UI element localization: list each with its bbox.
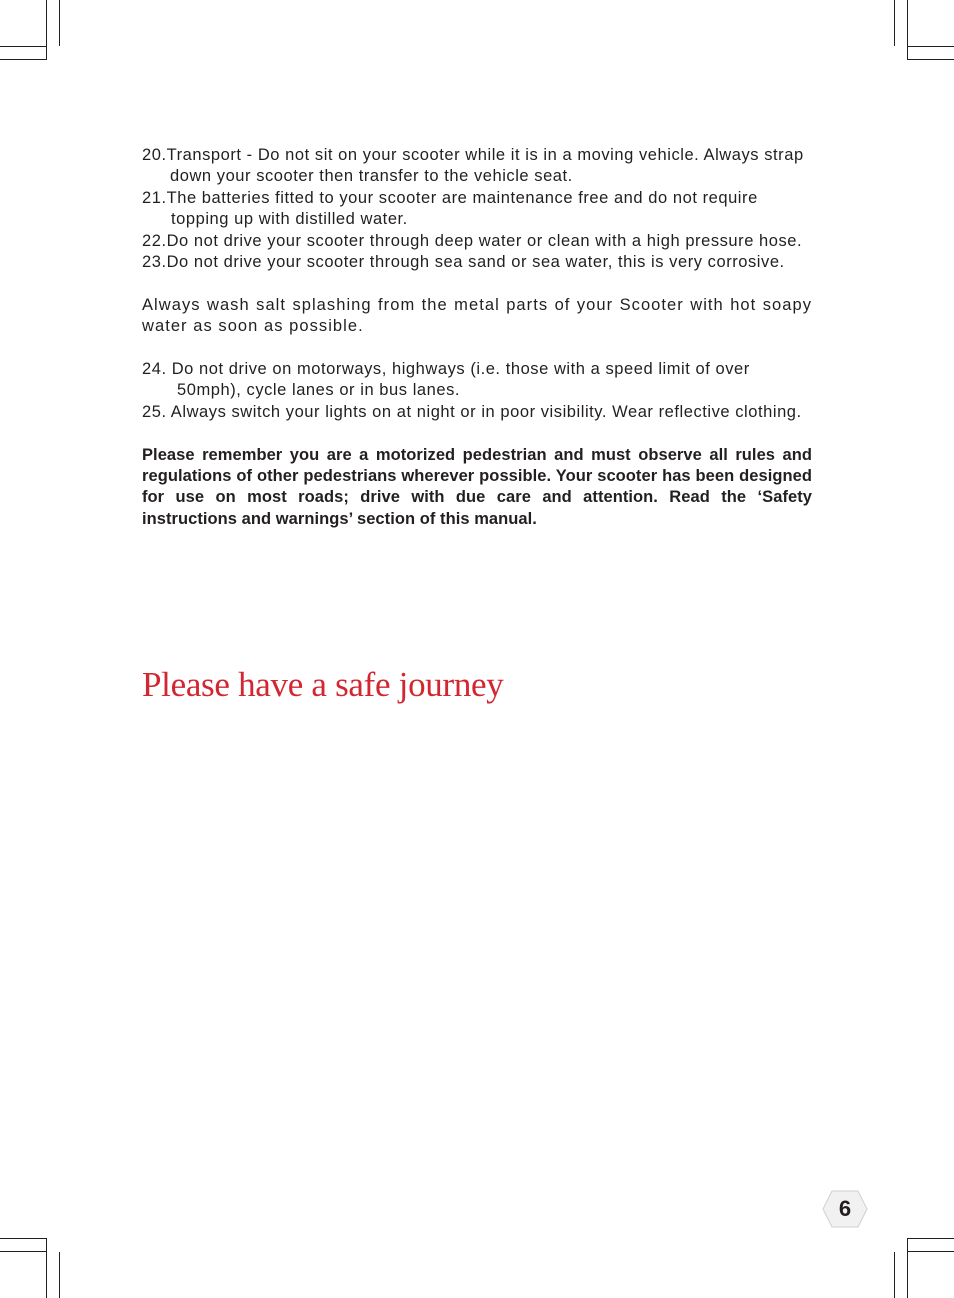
- wash-paragraph: Always wash salt splashing from the metal parts of your Scooter with hot soapy water as soon as possible.: [142, 295, 812, 336]
- list-item-24: 24. Do not drive on motorways, highways (i.e. those with a speed limit of over 50mph), cycle lanes or in bus lanes.: [142, 360, 750, 400]
- list-item-23: 23.Do not drive your scooter through sea sand or sea water, this is very corrosive.: [142, 253, 785, 272]
- list-item-22: 22.Do not drive your scooter through deep water or clean with a high pressure hose.: [142, 231, 803, 250]
- closing-heading: Please have a safe journey: [142, 665, 504, 704]
- list-item-20: 20.Transport - Do not sit on your scooter while it is in a moving vehicle. Always strap down your scooter then transfer to the vehicle seat.: [142, 146, 804, 186]
- reminder-paragraph: Please remember you are a motorized pedestrian and must observe all rules and regulations of other pedestrians wherever possible. Your scooter has been designed for use on most roads; drive with due care and attention. Read the ‘Safety instructions and warnings’ section of this manual.: [142, 445, 812, 528]
- document-body: [142, 145, 812, 547]
- list-item-21: 21.The batteries fitted to your scooter are maintenance free and do not require topping up with distilled water.: [142, 188, 758, 229]
- list-item-25: 25. Always switch your lights on at night or in poor visibility. Wear reflective clothing.: [142, 402, 802, 421]
- page-number: 6: [838, 1196, 852, 1221]
